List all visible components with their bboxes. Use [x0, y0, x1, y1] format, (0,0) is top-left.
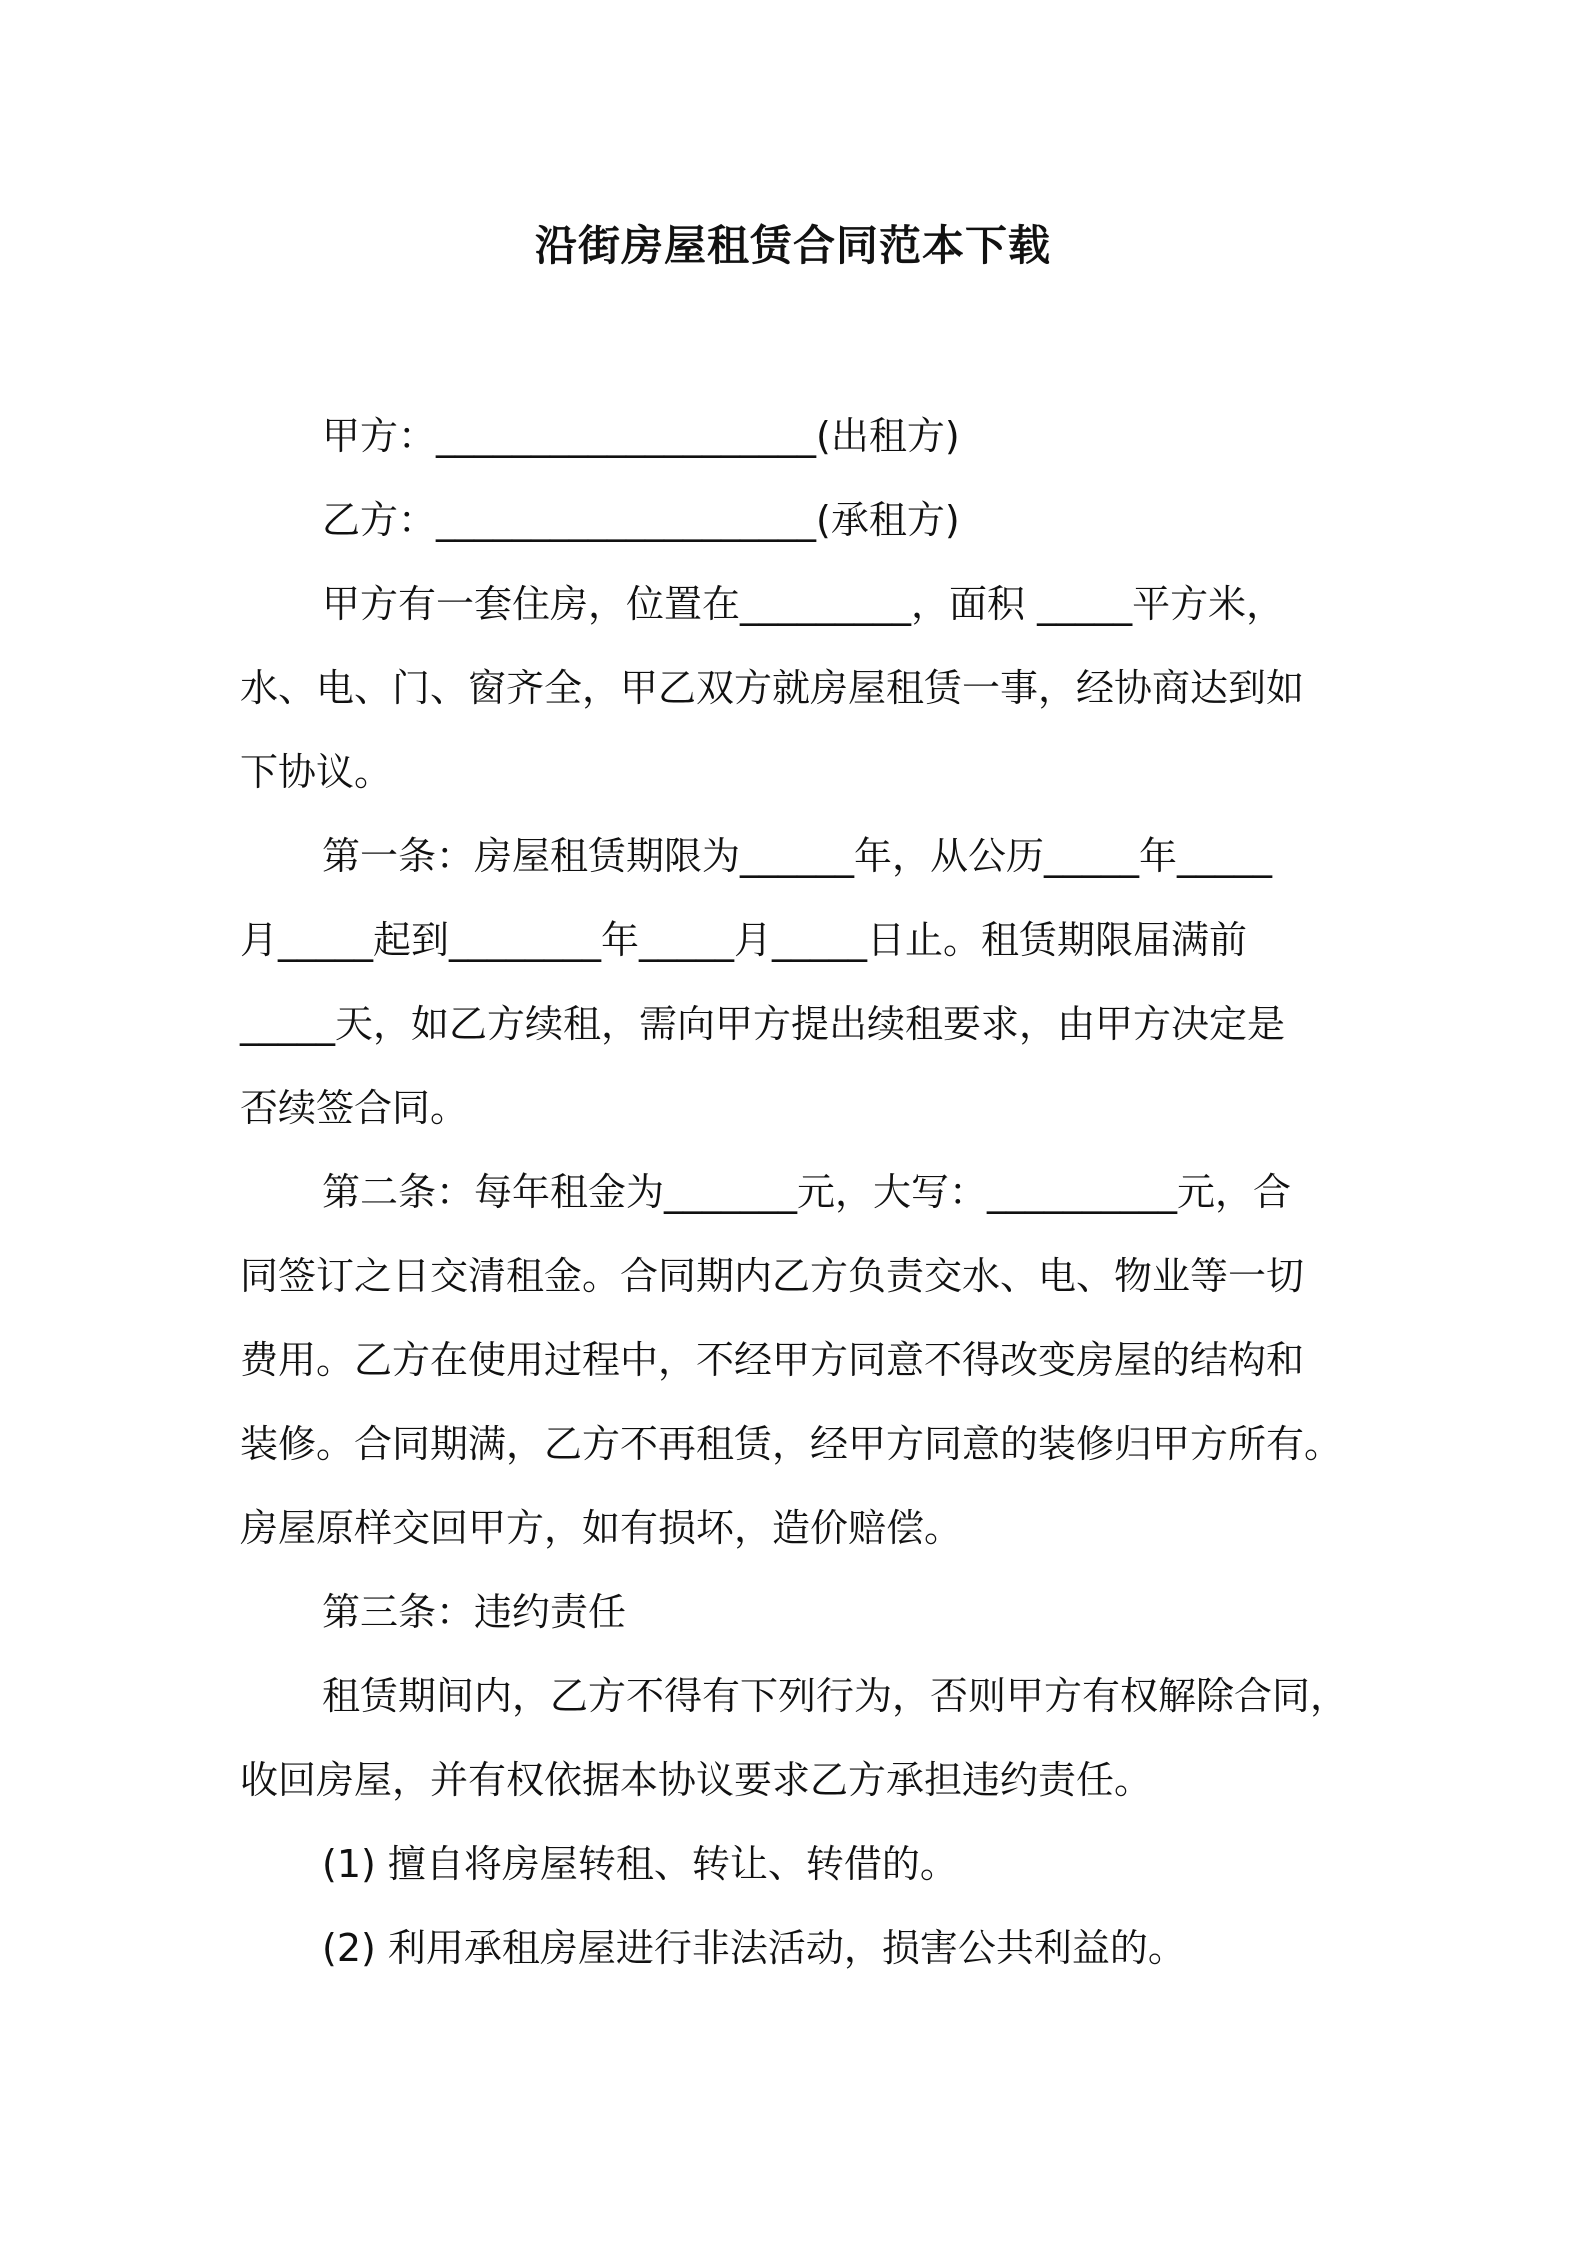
article-two-line: 同签订之日交清租金。合同期内乙方负责交水、电、物业等一切: [240, 1254, 1305, 1298]
article-two-line: 第二条：每年租金为_______元，大写：__________元，合: [322, 1170, 1292, 1214]
party-b-line: 乙方：____________________(承租方): [322, 498, 960, 542]
article-one-line: 第一条：房屋租赁期限为______年，从公历_____年_____: [322, 834, 1273, 878]
article-one-line: _____天，如乙方续租，需向甲方提出续租要求，由甲方决定是: [240, 1002, 1286, 1046]
party-a-line: 甲方：____________________(出租方): [322, 414, 960, 458]
intro-line: 甲方有一套住房，位置在_________，面积 _____平方米，: [322, 582, 1285, 626]
article-one-line: 否续签合同。: [240, 1086, 469, 1130]
clause-item: (2) 利用承租房屋进行非法活动，损害公共利益的。: [322, 1926, 1186, 1970]
article-three-line: 收回房屋，并有权依据本协议要求乙方承担违约责任。: [240, 1758, 1153, 1802]
article-three-line: 租赁期间内，乙方不得有下列行为，否则甲方有权解除合同，: [322, 1674, 1349, 1718]
article-one-line: 月_____起到________年_____月_____日止。租赁期限届满前: [240, 918, 1248, 962]
article-two-line: 费用。乙方在使用过程中，不经甲方同意不得改变房屋的结构和: [240, 1338, 1305, 1382]
article-three-heading: 第三条：违约责任: [322, 1590, 627, 1634]
intro-line: 下协议。: [240, 750, 393, 794]
clause-item: (1) 擅自将房屋转租、转让、转借的。: [322, 1842, 958, 1886]
intro-line: 水、电、门、窗齐全，甲乙双方就房屋租赁一事，经协商达到如: [240, 666, 1305, 710]
article-two-line: 房屋原样交回甲方，如有损坏，造价赔偿。: [240, 1506, 963, 1550]
article-two-line: 装修。合同期满，乙方不再租赁，经甲方同意的装修归甲方所有。: [240, 1422, 1343, 1466]
document-title: 沿街房屋租赁合同范本下载: [534, 221, 1051, 270]
